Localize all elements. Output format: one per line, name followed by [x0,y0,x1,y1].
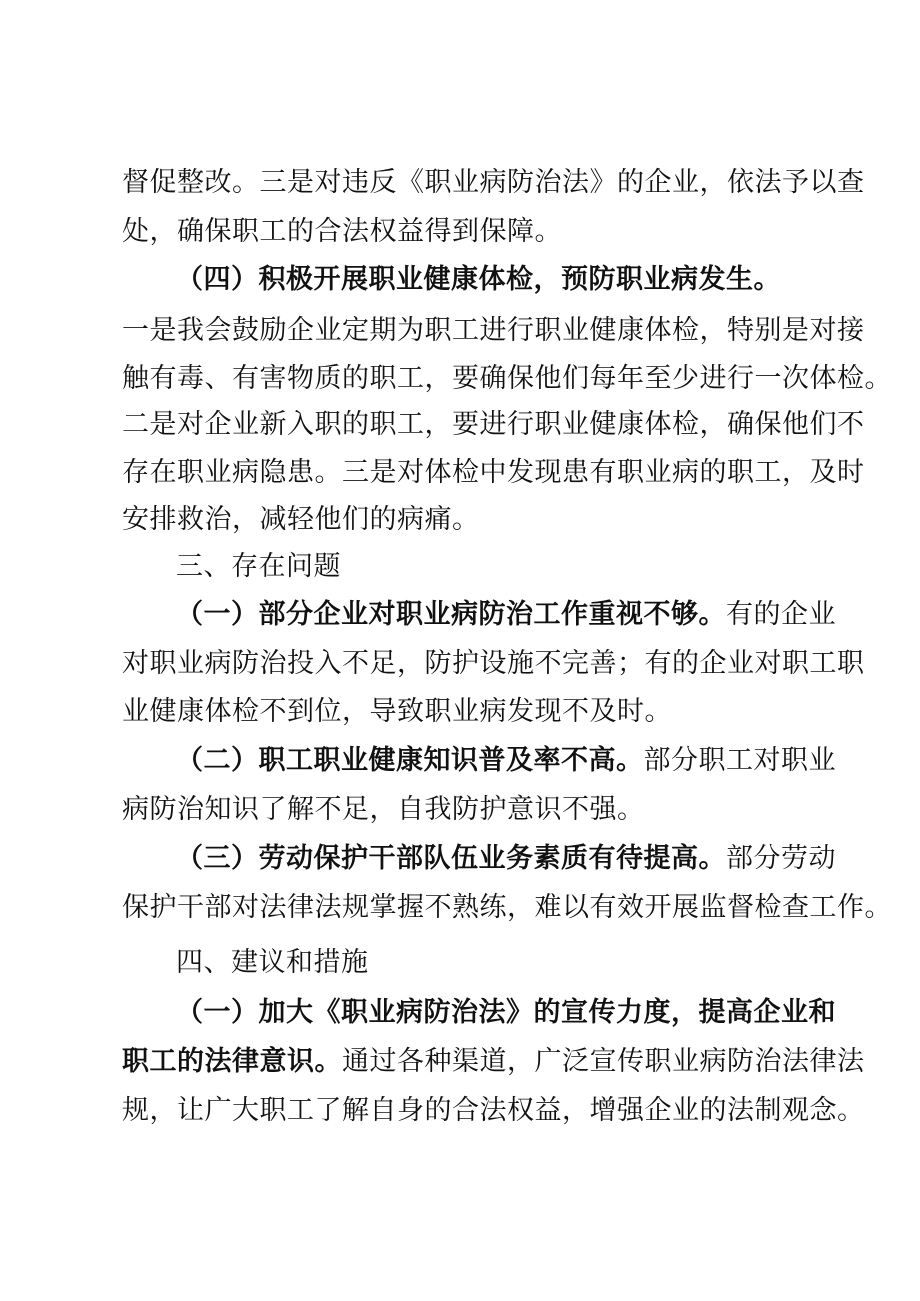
text-segment: 通过各种渠道，广泛宣传职业病防治法律法 [342,1046,865,1077]
text-line-16 [122,888,892,928]
subheading-line-3 [176,839,836,879]
heading-text: （四）积极开展职业健康体检，预防职业病发生。 [176,264,781,295]
text-line-8 [122,500,817,540]
text-line-7 [122,453,865,493]
subheading-line-1 [176,595,836,635]
chapter-heading-3 [176,547,817,587]
text-segment: 部分职工对职业 [643,745,836,776]
bold-lead: （二）职工职业健康知识普及率不高。 [176,745,644,776]
chapter-heading-4 [176,943,817,983]
text-segment: 规，让广大职工了解自身的合法权益，增强企业的法制观念。 [122,1095,865,1126]
text-line-1 [122,163,865,203]
text-segment: 督促整改。三是对违反《职业病防治法》的企业，依法予以查 [122,167,865,198]
bold-lead: （一）加大《职业病防治法》的宣传力度，提高企业和 [176,997,836,1028]
bold-lead: （一）部分企业对职业病防治工作重视不够。 [176,599,726,630]
text-segment: 安排救治，减轻他们的病痛。 [122,504,480,535]
text-line-20 [122,1091,865,1131]
heading-text: 三、存在问题 [176,551,341,582]
text-line-19 [122,1042,865,1082]
text-segment: 触有毒、有害物质的职工，要确保他们每年至少进行一次体检。 [122,363,892,394]
text-segment: 对职业病防治投入不足，防护设施不完善；有的企业对职工职 [122,648,865,679]
heading-text: 四、建议和措施 [176,947,369,978]
section-heading-4 [176,260,817,300]
text-segment: 一是我会鼓励企业定期为职工进行职业健康体检，特别是对接 [122,315,865,346]
text-line-2 [122,212,817,252]
bold-lead: 职工的法律意识。 [122,1046,342,1077]
bold-lead: （三）劳动保护干部队伍业务素质有待提高。 [176,843,726,874]
text-line-12 [122,692,817,732]
text-segment: 存在职业病隐患。三是对体检中发现患有职业病的职工，及时 [122,457,865,488]
text-segment: 二是对企业新入职的职工，要进行职业健康体检，确保他们不 [122,409,865,440]
text-line-5 [122,359,892,399]
subheading-line-2 [176,741,836,781]
text-segment: 处，确保职工的合法权益得到保障。 [122,216,562,247]
text-segment: 业健康体检不到位，导致职业病发现不及时。 [122,696,672,727]
text-line-14 [122,790,817,830]
text-line-11 [122,644,865,684]
text-line-4 [122,311,865,351]
text-line-6 [122,405,865,445]
subheading-line-4 [176,993,836,1033]
text-segment: 保护干部对法律法规掌握不熟练，难以有效开展监督检查工作。 [122,892,892,923]
text-segment: 有的企业 [726,599,836,630]
text-segment: 病防治知识了解不足，自我防护意识不强。 [122,794,645,825]
text-segment: 部分劳动 [726,843,836,874]
